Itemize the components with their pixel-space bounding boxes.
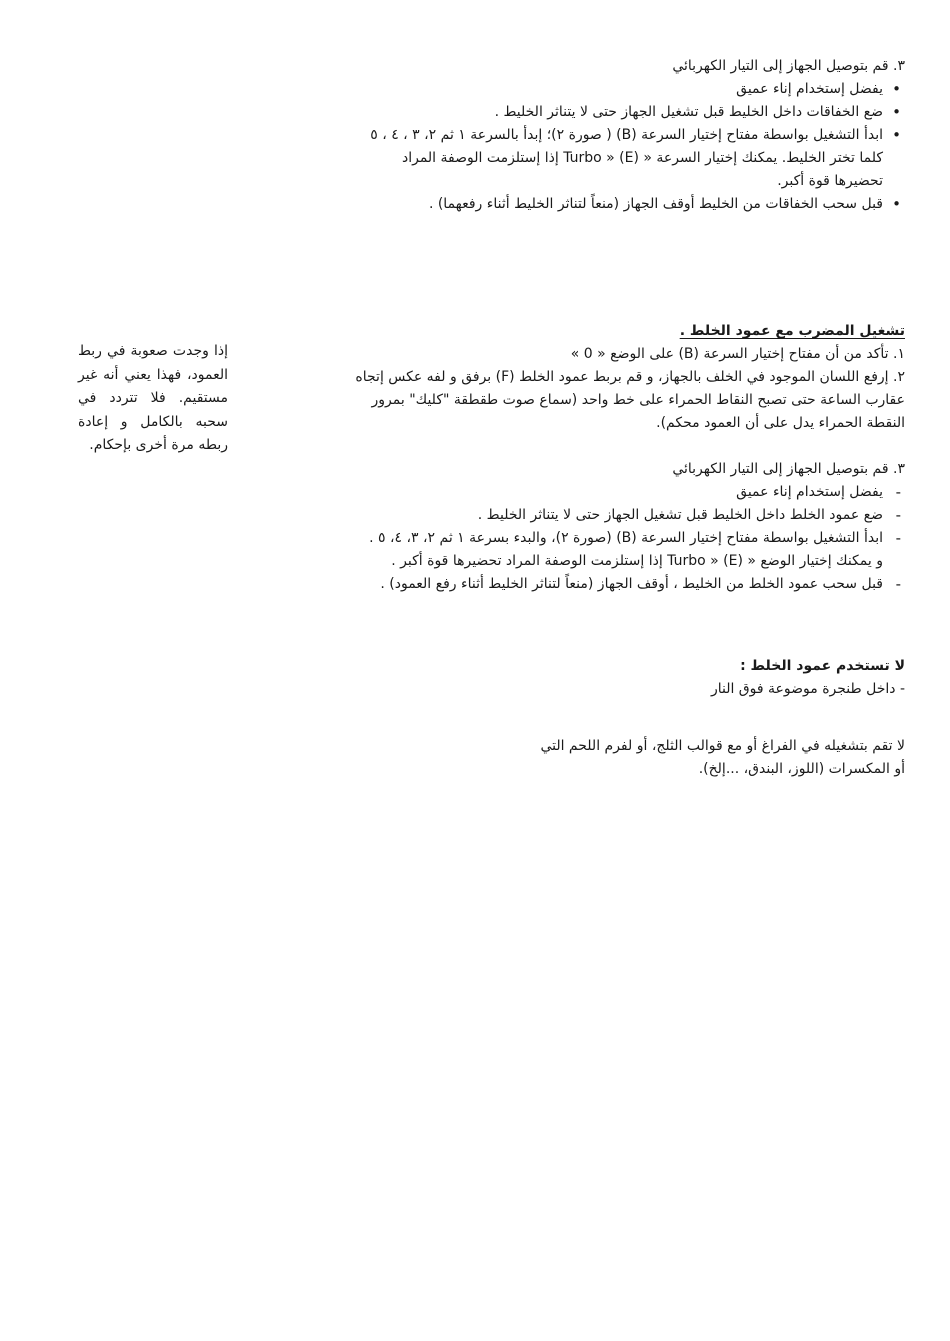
list-item [225,504,905,527]
section-speed-whisks [225,55,905,216]
step-2-continued: عقارب الساعة حتى تصبح النقاط الحمراء على خط واحد (سماع صوت طقطقة "كليك" بمرور [371,392,905,408]
section-do-not-use [225,655,905,701]
list-item [225,481,905,504]
list-item [225,78,905,101]
dash-mark: - [895,575,901,593]
dash-mark: - [895,529,901,547]
list-item-text-continued: كلما تختر الخليط. يمكنك إختيار السرعة « Turbo » (E) إذا إستلزمت الوصفة المراد [401,150,883,166]
list-item-text: ضع عمود الخلط داخل الخليط قبل تشغيل الجهاز حتى لا يتناثر الخليط . [477,507,883,523]
whisk-instructions-list [225,78,905,216]
step-3-connect-power: ٣. قم بتوصيل الجهاز إلى التيار الكهربائي [672,461,905,477]
bullet-mark: • [892,126,901,144]
bullet-mark: • [892,80,901,98]
dash-mark: - [895,506,901,524]
list-item [225,124,905,193]
list-item [225,101,905,124]
list-item [225,573,905,596]
step-2: ٢. إرفع اللسان الموجود في الخلف بالجهاز، و قم بربط عمود الخلط (F) برفق و لفه عكس إتجاه [355,369,905,385]
section-mixing-shaft [225,320,905,596]
warning-heading: لا تستخدم عمود الخلط : [740,658,905,674]
side-note: إذا وجدت صعوبة في ربط العمود، فهذا يعني أنه غير مستقيم. فلا تتردد في سحبه بالكامل و إعادة ربطه مرة أخرى بإحكام. [78,343,228,453]
list-item-text-continued: و يمكنك إختيار الوضع « Turbo » (E) إذا إستلزمت الوصفة المراد تحضيرها قوة أكبر . [391,553,883,569]
step-3-connect-power: ٣. قم بتوصيل الجهاز إلى التيار الكهربائي [672,58,905,74]
list-item-text: يفضل إستخدام إناء عميق [736,81,883,97]
list-item-text: يفضل إستخدام إناء عميق [736,484,883,500]
warning-item: - داخل طنجرة موضوعة فوق النار [710,681,905,697]
list-item-text: ابدأ التشغيل بواسطة مفتاح إختيار السرعة (B) ( صورة ٢)؛ إبدأ بالسرعة ١ ثم ٢، ٣ ، ٤ ، ٥ [370,127,883,143]
section-usage-warning [225,735,905,781]
list-item-text: ضع الخفاقات داخل الخليط قبل تشغيل الجهاز حتى لا يتناثر الخليط . [494,104,883,120]
list-item-text: قبل سحب الخفاقات من الخليط أوقف الجهاز (منعاً لتناثر الخليط أثناء رفعهما) . [428,196,883,212]
step-2-continued: النقطة الحمراء يدل على أن العمود محكم). [656,415,905,431]
bullet-mark: • [892,103,901,121]
list-item [225,527,905,573]
list-item-text: ابدأ التشغيل بواسطة مفتاح إختيار السرعة (B) (صورة ٢)، والبدء بسرعة ١ ثم ٢، ٣، ٤، ٥ . [369,530,883,546]
spacer [225,435,905,458]
dash-mark: - [895,483,901,501]
section-heading: تشغيل المضرب مع عمود الخلط . [679,323,905,339]
list-item [225,193,905,216]
warning-line-continued: أو المكسرات (اللوز، البندق، ...إلخ). [698,761,905,777]
warning-line: لا تقم بتشغيله في الفراغ أو مع قوالب الثلج، أو لفرم اللحم التي [540,738,905,754]
list-item-text: قبل سحب عمود الخلط من الخليط ، أوقف الجهاز (منعاً لتناثر الخليط أثناء رفع العمود) . [380,576,883,592]
bullet-mark: • [892,195,901,213]
list-item-text-continued: تحضيرها قوة أكبر. [777,173,883,189]
shaft-instructions-list [225,481,905,596]
step-1: ١. تأكد من أن مفتاح إختيار السرعة (B) على الوضع « 0 » [570,346,905,362]
